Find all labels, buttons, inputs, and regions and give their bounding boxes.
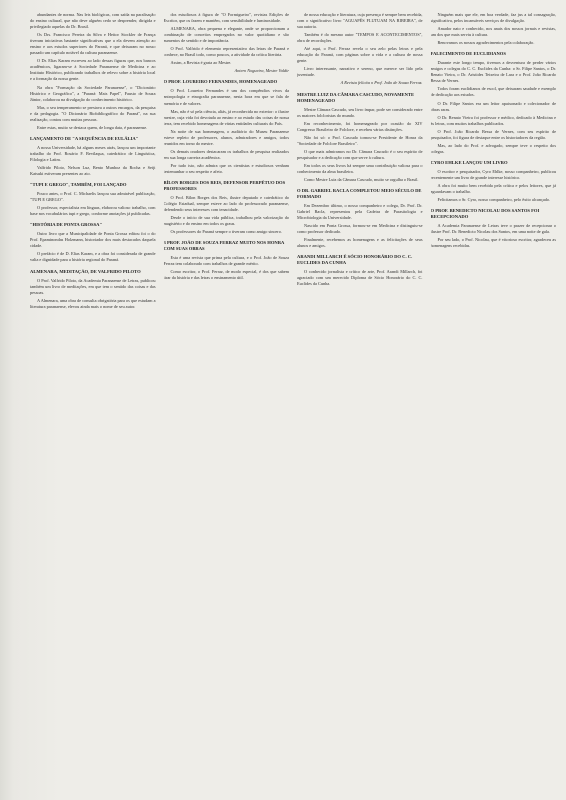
paragraph: Não foi só: o Prof. Cascudo tornou-se Presidente de Honra da "Sociedade de Folclore Brasileiro". [297, 134, 423, 146]
paragraph: Finalmente, recebemos as homenagens e as felicitações de seus alunos e amigos. [297, 237, 423, 249]
column-2 [164, 12, 290, 792]
paragraph: A obra foi muito bem recebida pela crítica e pelos leitores, que já aguardavam o trabalho. [430, 182, 556, 195]
column-4 [431, 12, 557, 792]
paragraph: Valfrido Piloto, Nelson Luz, Bento Munhoz da Rocha e Seiji Katsuki estiveram presentes ao ato. [30, 164, 156, 177]
section-heading: LANÇAMENTO DE "A SEQUÊNCIA DE EULÁLIA" [30, 135, 139, 141]
paragraph: Outro livro que a Municipalidade de Ponta Grossa editou foi o do Prof. Epaminondas Holzmann, historiador dos mais destacados daquela cidade. [30, 231, 156, 249]
section-heading: O DR. GABRIEL RACLA COMPLETOU MEIO SÉCULO DE FORMADO [297, 188, 422, 200]
paragraph: Mestre Câmara Cascudo, seu livro ímpar, pode ser considerado entre os maiores folcloristas do mundo. [297, 106, 423, 118]
paragraph: Por seu lado, o Prof. Nicolau, que é vitorioso escritor, agradeceu as homenagens recebidas. [430, 237, 556, 249]
column-3 [297, 12, 423, 792]
paragraph: Os Drs. Francisco Pereira da Silva e Heitor Stockler de França tiveram iniciativas bastante significativas que a ela devem atenção ao ensino e aos estudos superiores do Paraná, e que deixaram no nosso passado um capítulo notável da cultura paranaense. [30, 32, 156, 56]
paragraph: Em todos os seus livros há sempre uma contribuição valiosa para o conhecimento da alma brasileira. [297, 162, 423, 174]
paragraph: O conhecido jornalista e crítico de arte, Prof. Arandi Millarch, foi agraciado com um merecido Diploma de Sócio Honorário do C. C. Euclides da Cunha. [297, 269, 423, 287]
paragraph: O professor, especialista em línguas, elaborou valioso trabalho, com base nos vocabulários tupi e grego, conforme anotações já publicadas. [30, 205, 156, 217]
paragraph: Amador nato e conhecido, nos anais dos nossos jornais e revistas, um dos que mais serviu à cultura. [430, 26, 556, 38]
paragraph: Também é do mesmo autor "TEMPOS E ACONTECIMENTOS", obra de recordações. [297, 32, 423, 44]
paragraph: Assim, a Revista é grata ao Mestre. [170, 60, 232, 66]
paragraph: Entre estas, muito se destaca quem, de longa data, é paranaense. [37, 124, 148, 130]
section-heading: O PROF. LOUREIRO FERNANDES, HOMENAGEADO [163, 79, 278, 85]
paragraph: O Prof. Valfrido Piloto, da Academia Paranaense de Letras, publicou também um livro de meditações, em que tem o sentido das coisas e das pessoas. [30, 277, 156, 295]
paragraph: dos estudiosos à figura de "O Formigueiro", revistas Edições de Escritor, que os fazem e mantêm, com sensibilidade e luminosidade. [163, 12, 289, 24]
paragraph: Pouco antes, o Prof. C. Michaelis lançou sua admirável publicação, "TUPI E GREGO". [30, 191, 156, 203]
paragraph: A nossa Universidade, há alguns meses atrás, lançou um importante trabalho do Prof. Rosário F. Bevilaqua, catedrático de Linguística, Filologia e Latim. [30, 144, 156, 162]
section-heading: "HISTÓRIA DE PONTA GROSSA" [30, 222, 103, 228]
paragraph: Todos foram euclidianos de escol, que deixaram saudade e exemplo de dedicação aos estudos. [430, 86, 556, 98]
paragraph: Na obra "Formação da Sociedade Paranaense", o "Dicionário Histórico e Geográfico", a "Paraná: Mais Papel", Fausto de Souza Júnior, colaborou na divulgação do conhecimento histórico. [30, 84, 156, 102]
paragraph: O Dr. Filipe Santos era um leitor apaixonado e colecionador de obras raras. [430, 100, 556, 112]
paragraph: Esta é uma revista que prima pela cultura, e o Prof. João de Souza Ferraz tem colaborado com trabalhos de grande mérito. [163, 255, 289, 267]
section-heading: MESTRE LUIZ DA CÂMARA CASCUDO, NOVAMENTE HOMENAGEADO [297, 91, 415, 103]
paragraph: Até aqui, o Prof. Ferraz revela o seu zelo pelas letras e pela educação do Paraná, com páginas sobre a vida e a cultura de nossa gente. [297, 46, 423, 64]
paragraph: O Prof. Valfrido é elemento representativo das letras de Paraná e conhece, no Brasil todo, como poucos, a atividade da crítica literária. [163, 46, 289, 58]
paragraph: Mas, não é só pela ciência, aliás, já reconhecida no exterior: o ilustre mestre, cuja vida foi devotada ao ensino e ao estudo das coisas de nossa terra, tem recebido homenagens de várias entidades culturais do País. [163, 108, 289, 126]
paragraph: Em reconhecimento, foi homenageado por ocasião do XIV Congresso Brasileiro de Folclore, e recebeu várias distinções. [297, 120, 423, 132]
paragraph: de nossa educação e literatura, cuja presença é sempre bem recebida, com o significativo livro "AGUAPÉS FLUTUAM NA RIBEIRA", de sua autoria. [297, 12, 423, 30]
section-heading: CYRO EHLKE LANÇOU UM LIVRO [430, 159, 508, 165]
section-heading: BÍLON BORGES DOS REIS, DEFENSOR PERPÉTUO DOS PROFESSORES [163, 180, 286, 192]
paragraph: O Prof. Loureiro Fernandes é um dos compêndios vivos da antropologia e etnografia paranaense, nesta hora em que se fala de memória e de valores. [163, 88, 289, 106]
paragraph: abundantes de norma. Nas leis biológicas, com saída na paralisação do ensino cultural, que não deve alguém cedo se desprender, dirigida e privilegiado aquelas do Dr. Brasil. [30, 12, 156, 30]
paragraph: Como escritor, o Prof. Ferraz, de modo especial, é dos que sabem tirar da história e das letras o ensinamento útil. [163, 269, 289, 281]
paragraph: Nascido em Ponta Grossa, formou-se em Medicina e distinguiu-se como professor dedicado. [297, 223, 423, 235]
paragraph: Na noite de sua homenagem, o auditório do Museu Paranaense esteve repleto de professores, alunos, admiradores e amigos, todos reunidos em torno do mestre. [163, 128, 289, 146]
text-columns [30, 12, 556, 792]
section-heading: ALMENARA, MEDITAÇÃO, DE VALFRIDO PILOTO [30, 268, 141, 274]
paragraph: ALMENARA, obra pequena e elegante, onde se proporcionam a combinação de conceitos empregados no valor quotidiano e são aumentos de sentido e de importância. [163, 26, 289, 44]
paragraph: Por tudo isto, não admira que os cientistas e estudiosos venham testemunhar o seu respeito e afeto. [163, 162, 289, 174]
section-heading: 3 PROF. JOÃO DE SOUZA FERRAZ MUITO NOS HONRA COM SUAS OBRAS [163, 240, 285, 252]
signature-line: Antero Nogueira, Mestre Valdir [234, 68, 289, 74]
paragraph: O Prof. João Ricardo Bessa de Vernes, com seu espírito de pesquisador, foi figura de destaque entre os historiadores da região. [430, 128, 556, 140]
section-heading: FALECIMENTO DE EUCLIDIANOS [430, 51, 506, 57]
paragraph: Livro interessante, narrativo e sereno, que merece ser lido pela juventude. [297, 66, 423, 78]
paragraph: Ninguém mais que ele, em boa verdade, faz jus a tal consagração, significativa, pelos incansáveis serviços de divulgação. [430, 12, 556, 24]
paragraph: O escritor e pesquisador, Cyro Ehlke, nosso companheiro, publicou recentemente um livro de grande interesse histórico. [430, 168, 556, 180]
signature-line: A Revista felicita o Prof. João de Souza Ferraz. [340, 80, 423, 86]
paragraph: Renovamos os nossos agradecimentos pela colaboração. [437, 40, 535, 46]
paragraph: Mas, ao lado do Prof. e advogado, sempre teve o respeito dos colegas. [430, 142, 556, 154]
section-heading: ARANDI MILLARCH É SÓCIO HONORÁRIO DO C. C. EUCLIDES DA CUNHA [297, 254, 413, 266]
paragraph: Felicitamos o Sr. Cyro, nosso companheiro, pelo êxito alcançado. [437, 197, 551, 203]
paragraph: O Prof. Bílon Borges dos Reis, ilustre deputado e catedrático do Colégio Estadual, sempre esteve ao lado do professorado paranaense, defendendo seus interesses com tenacidade. [163, 195, 289, 213]
paragraph: A Academia Paranaense de Letras teve o prazer de recepcionar o ilustre Prof. Dr. Benedicto Nicolau dos Santos, em uma noite de gala. [430, 223, 556, 235]
paragraph: Durante este longo tempo, tivemos a desventura de perder vários amigos e colegas do C. C. Euclides da Cunha: o Sr. Filipe Santos, o Dr. Renato Vieira, o Dr. Aristides Teixeira de Lara e o Prof. João Ricardo Bessa de Vernes. [430, 60, 556, 84]
paragraph: Como Mestre Luiz da Câmara Cascudo, muito se orgulha o Brasil. [304, 176, 419, 182]
column-1 [30, 12, 156, 792]
section-heading: "TUPI E GREGO", TAMBÉM, FOI LANÇADO [30, 182, 127, 188]
paragraph: Os professores do Paraná sempre o tiveram como amigo sincero. [170, 229, 282, 235]
paragraph: Mas, o seu temperamento se prestava a outros encargos, da pesquisa e da pedagogia. "O Dicionário Biobibliográfico do Paraná", na sua realização, contou com muitas pessoas. [30, 104, 156, 122]
section-heading: O PROF. BENEDICTO NICOLAU DOS SANTOS FOI RECEPCIONADO [430, 208, 540, 220]
paragraph: Desde o início de sua vida pública, trabalhou pela valorização do magistério e do ensino em todos os graus. [163, 215, 289, 227]
paragraph: O Dr. Renato Vieira foi professor e médico, dedicado à Medicina e às letras, com muitos trabalhos publicados. [430, 114, 556, 126]
paragraph: O prefácio é de D. Elias Karam, e a obra foi considerada de grande valia e dignidade para a história regional do Paraná. [30, 251, 156, 263]
paragraph: Os demais oradores destacaram os trabalhos de pesquisa realizados em sua longa carreira acadêmica. [163, 148, 289, 160]
paragraph: Em Dezembro último, o nosso companheiro e colega, Dr. Prof. Dr. Gabriel Racla, representou pela Cadeira de Parasitologia e Microbiologia da Universidade. [297, 203, 423, 221]
paragraph: A Almenara, uma obra de consulta obrigatória para os que estudam a literatura paranaense, elevou ainda mais o nome de seu autor. [30, 297, 156, 309]
paragraph: O Dr. Elias Karam escreveu ao lado dessas figuras que, nos bancos acadêmicos, ligaram-se à Sociedade Paranaense de Medicina e ao Instituto Histórico, publicando trabalhos de relevo sobre a história local e a formação da nossa gente. [30, 58, 156, 82]
paragraph: O que mais admiramos no Dr. Câmara Cascudo é o seu espírito de pesquisador e a dedicação com que serve à cultura. [297, 148, 423, 160]
